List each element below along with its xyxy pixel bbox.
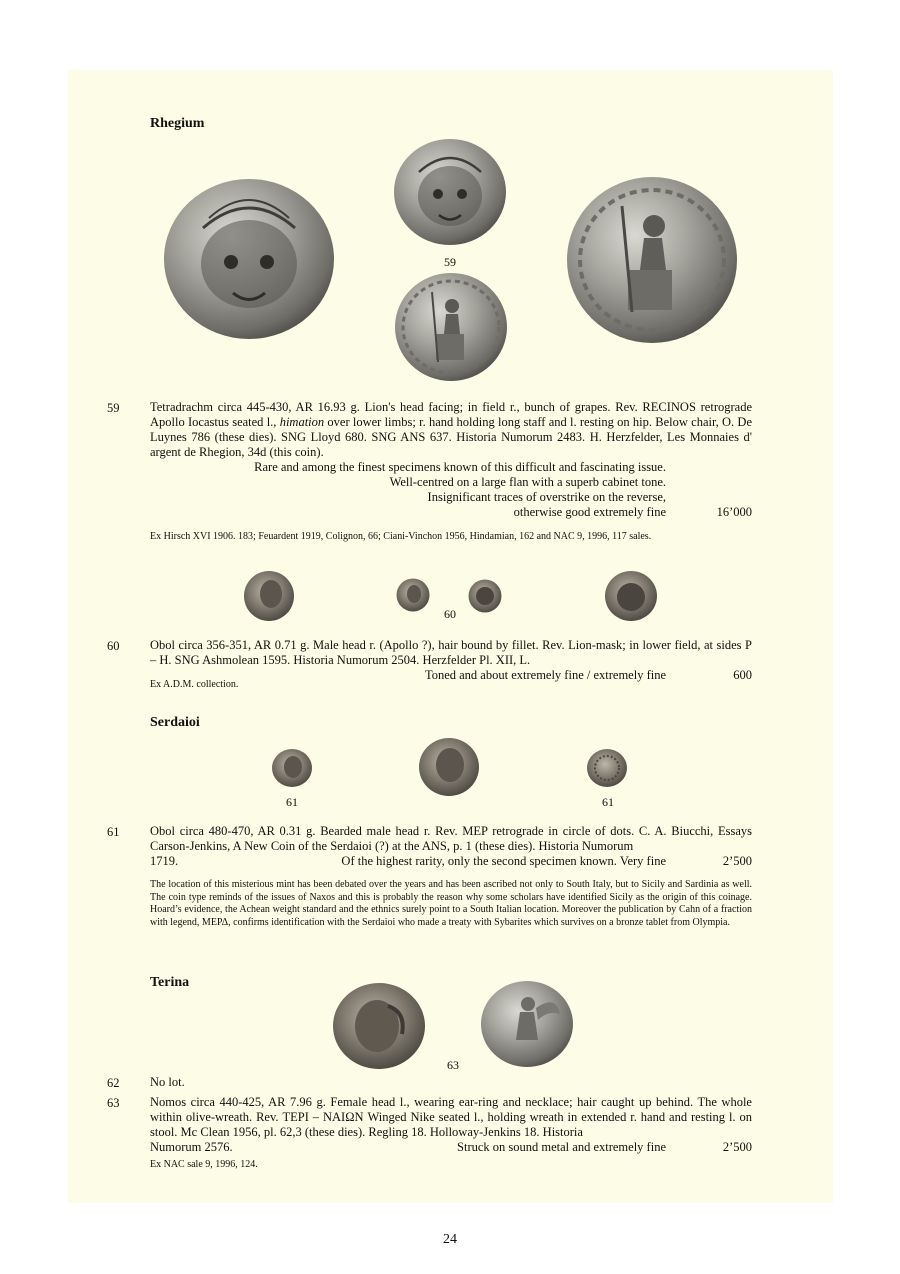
lot-number-61: 61 <box>107 825 120 839</box>
lot-remark-60: Toned and about extremely fine / extremely fine <box>424 668 666 682</box>
coin-caption-59: 59 <box>444 255 456 269</box>
section-heading-rhegium: Rhegium <box>150 116 205 131</box>
coin-59-reverse <box>394 272 508 382</box>
lot-description-63: Nomos circa 440-425, AR 7.96 g. Female head l., wearing ear-ring and necklace; hair caught up behind. The whole within olive-wreath. Rev. ΤΕΡΙ – ΝΑΙΩΝ Winged Nike seated l., holding wreath in extended r. hand and resting l. on stool. Mc Clean 1956, pl. 62,3 (these dies). Regling 18. Holloway-Jenkins 18. Historia <box>150 1095 752 1139</box>
coin-63-obverse <box>332 982 426 1070</box>
lot-remark-61: Of the highest rarity, only the second specimen known. Very fine <box>341 854 666 868</box>
coin-61-obverse-enlarged <box>418 736 480 798</box>
coin-59-obverse-enlarged <box>163 178 335 340</box>
lot-description-61: Obol circa 480-470, AR 0.31 g. Bearded male head r. Rev. MEP retrograde in circle of dots. C. A. Biucchi, Essays Carson-Jenkins, A New Coin of the Serdaioi (?) at the ANS, p. 1 (these dies). Historia Numorum <box>150 824 752 853</box>
lot-price-63: 2’500 <box>722 1140 752 1154</box>
lot-provenance-63: Ex NAC sale 9, 1996, 124. <box>150 1159 258 1170</box>
lot-description-60: Obol circa 356-351, AR 0.71 g. Male head r. (Apollo ?), hair bound by fillet. Rev. Lion-mask; in lower field, at sides P – H. SNG Ashmolean 1595. Historia Numorum 2504. Herzfelder Pl. XII, L. <box>150 638 752 667</box>
lot-description-62: No lot. <box>150 1075 185 1089</box>
coin-caption-61-left: 61 <box>286 795 298 809</box>
coin-61-reverse <box>586 748 628 788</box>
lot-provenance-60: Ex A.D.M. collection. <box>150 679 239 690</box>
coin-60-obverse <box>396 578 430 612</box>
coin-60-obverse-enlarged <box>243 570 295 622</box>
section-heading-serdaioi: Serdaioi <box>150 715 200 730</box>
lot-remark-59-line1: Rare and among the finest specimens known of this difficult and fascinating issue. <box>254 460 666 474</box>
lot-remark-59-line3: Insignificant traces of overstrike on the reverse, <box>427 490 666 504</box>
coin-60-reverse-enlarged <box>604 570 658 622</box>
lot-number-63: 63 <box>107 1096 120 1110</box>
lot-description-61-last: 1719. <box>150 854 179 868</box>
page-number: 24 <box>443 1232 457 1247</box>
coin-59-reverse-enlarged <box>566 176 738 344</box>
lot-remark-63: Struck on sound metal and extremely fine <box>457 1140 666 1154</box>
coin-60-reverse <box>468 579 502 613</box>
lot-price-60: 600 <box>733 668 752 682</box>
coin-59-obverse <box>393 138 507 246</box>
lot-description-59: Tetradrachm circa 445-430, AR 16.93 g. Lion's head facing; in field r., bunch of grapes. Rev. RECINOS retrograde Apollo Iocastus seated l., himation over lower limbs; r. hand holding long staff and l. resting on hip. Below chair, O. De Luynes 786 (these dies). SNG Lloyd 680. SNG ANS 637. Historia Numorum 2483. H. Herzfelder, Les Monnaies d' argent de Rhegion, 34d (this coin). <box>150 400 753 459</box>
lot-description-63-last: Numorum 2576. <box>150 1140 233 1154</box>
coin-caption-61-right: 61 <box>602 795 614 809</box>
lot-number-59: 59 <box>107 401 120 415</box>
coin-63-reverse <box>480 980 574 1068</box>
coin-caption-60: 60 <box>444 607 456 621</box>
lot-number-62: 62 <box>107 1076 120 1090</box>
lot-price-59: 16’000 <box>716 505 752 519</box>
lot-remark-59-line2: Well-centred on a large flan with a superb cabinet tone. <box>389 475 666 489</box>
section-heading-terina: Terina <box>150 975 190 990</box>
lot-number-60: 60 <box>107 639 120 653</box>
coin-caption-63: 63 <box>447 1058 459 1072</box>
lot-note-61: The location of this misterious mint has been debated over the years and has been ascribed not only to South Italy, but to Sicily and Sardinia as well. The coin type reminds of the issues of Naxos and this is probably the reason why some scholars have identified Sicily as the origin of this coinage. Hoard’s evidence, the Achean weight standard and the ethnics surely point to a South Italian location. Moreover the publication by Cahn of a fraction with legend, ΜΕΡΔ, confirms identification with the Serdaioi who made a treaty with Sybarites which survives on a bronze tablet from Olympia. <box>150 879 752 928</box>
coin-61-obverse <box>271 747 313 789</box>
lot-provenance-59: Ex Hirsch XVI 1906. 183; Feuardent 1919, Colignon, 66; Ciani-Vinchon 1956, Hindamian, 162 and NAC 9, 1996, 117 sales. <box>150 531 652 542</box>
lot-remark-59-line4: otherwise good extremely fine <box>513 505 666 519</box>
lot-price-61: 2’500 <box>722 854 752 868</box>
